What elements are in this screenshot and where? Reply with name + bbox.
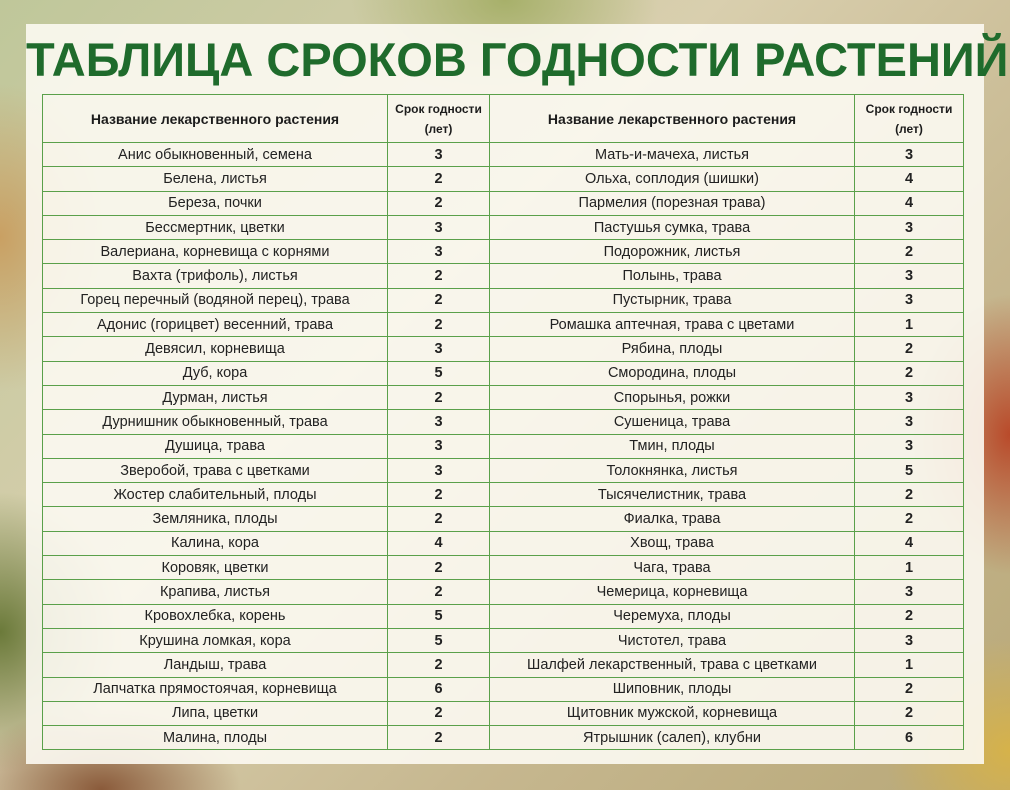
- left-plant-name: Девясил, корневища: [43, 337, 388, 361]
- left-plant-name: Белена, листья: [43, 167, 388, 191]
- right-shelf-life: 3: [855, 215, 964, 239]
- left-plant-name: Анис обыкновенный, семена: [43, 143, 388, 167]
- left-shelf-life: 5: [388, 604, 490, 628]
- left-shelf-life: 4: [388, 531, 490, 555]
- right-shelf-life: 1: [855, 653, 964, 677]
- left-plant-name: Адонис (горицвет) весенний, трава: [43, 313, 388, 337]
- table-header-row: [43, 95, 964, 143]
- right-shelf-life: 2: [855, 337, 964, 361]
- right-shelf-life: 5: [855, 458, 964, 482]
- right-plant-name: Ромашка аптечная, трава с цветами: [490, 313, 855, 337]
- right-shelf-life: 4: [855, 191, 964, 215]
- left-plant-name: Дурман, листья: [43, 385, 388, 409]
- table-row: [43, 434, 964, 458]
- table-row: [43, 361, 964, 385]
- table-row: [43, 580, 964, 604]
- left-shelf-life: 6: [388, 677, 490, 701]
- left-plant-name: Зверобой, трава с цветками: [43, 458, 388, 482]
- left-plant-name: Горец перечный (водяной перец), трава: [43, 288, 388, 312]
- left-plant-name: Земляника, плоды: [43, 507, 388, 531]
- table-row: [43, 264, 964, 288]
- header-term-line1: Срок годности: [395, 101, 482, 116]
- left-shelf-life: 5: [388, 361, 490, 385]
- left-plant-name: Ландыш, трава: [43, 653, 388, 677]
- right-plant-name: Спорынья, рожки: [490, 385, 855, 409]
- left-shelf-life: 3: [388, 458, 490, 482]
- right-plant-name: Чистотел, трава: [490, 628, 855, 652]
- right-plant-name: Пастушья сумка, трава: [490, 215, 855, 239]
- right-shelf-life: 3: [855, 143, 964, 167]
- shelf-life-table: [42, 94, 964, 750]
- header-term-right: [855, 95, 964, 143]
- table-row: [43, 385, 964, 409]
- right-plant-name: Пустырник, трава: [490, 288, 855, 312]
- left-plant-name: Вахта (трифоль), листья: [43, 264, 388, 288]
- left-shelf-life: 3: [388, 410, 490, 434]
- table-row: [43, 458, 964, 482]
- left-shelf-life: 2: [388, 313, 490, 337]
- left-shelf-life: 2: [388, 288, 490, 312]
- right-shelf-life: 2: [855, 701, 964, 725]
- right-plant-name: Щитовник мужской, корневища: [490, 701, 855, 725]
- right-shelf-life: 3: [855, 288, 964, 312]
- left-plant-name: Коровяк, цветки: [43, 556, 388, 580]
- left-plant-name: Крапива, листья: [43, 580, 388, 604]
- table-row: [43, 628, 964, 652]
- left-shelf-life: 3: [388, 143, 490, 167]
- table-row: [43, 410, 964, 434]
- right-plant-name: Толокнянка, листья: [490, 458, 855, 482]
- right-shelf-life: 3: [855, 628, 964, 652]
- right-plant-name: Шалфей лекарственный, трава с цветками: [490, 653, 855, 677]
- table-row: [43, 337, 964, 361]
- left-plant-name: Малина, плоды: [43, 726, 388, 750]
- right-shelf-life: 2: [855, 240, 964, 264]
- left-plant-name: Береза, почки: [43, 191, 388, 215]
- right-shelf-life: 2: [855, 677, 964, 701]
- right-shelf-life: 3: [855, 434, 964, 458]
- right-plant-name: Хвощ, трава: [490, 531, 855, 555]
- left-shelf-life: 3: [388, 337, 490, 361]
- right-plant-name: Шиповник, плоды: [490, 677, 855, 701]
- table-row: [43, 167, 964, 191]
- right-shelf-life: 3: [855, 264, 964, 288]
- table-row: [43, 677, 964, 701]
- right-plant-name: Чемерица, корневища: [490, 580, 855, 604]
- table-row: [43, 556, 964, 580]
- left-plant-name: Крушина ломкая, кора: [43, 628, 388, 652]
- table-row: [43, 288, 964, 312]
- right-shelf-life: 3: [855, 410, 964, 434]
- right-shelf-life: 6: [855, 726, 964, 750]
- table-row: [43, 701, 964, 725]
- right-plant-name: Черемуха, плоды: [490, 604, 855, 628]
- left-shelf-life: 3: [388, 215, 490, 239]
- table-body: [43, 143, 964, 750]
- right-shelf-life: 4: [855, 531, 964, 555]
- left-shelf-life: 2: [388, 653, 490, 677]
- right-shelf-life: 4: [855, 167, 964, 191]
- table-row: [43, 483, 964, 507]
- right-shelf-life: 3: [855, 580, 964, 604]
- right-shelf-life: 1: [855, 556, 964, 580]
- header-term-line2: (лет): [895, 121, 923, 136]
- table-row: [43, 191, 964, 215]
- right-plant-name: Мать-и-мачеха, листья: [490, 143, 855, 167]
- right-plant-name: Тысячелистник, трава: [490, 483, 855, 507]
- right-plant-name: Полынь, трава: [490, 264, 855, 288]
- left-shelf-life: 2: [388, 385, 490, 409]
- right-plant-name: Тмин, плоды: [490, 434, 855, 458]
- left-plant-name: Душица, трава: [43, 434, 388, 458]
- table-row: [43, 604, 964, 628]
- left-shelf-life: 2: [388, 264, 490, 288]
- right-shelf-life: 2: [855, 507, 964, 531]
- header-plant-name-left: Название лекарственного растения: [43, 95, 388, 143]
- header-term-left: [388, 95, 490, 143]
- left-plant-name: Липа, цветки: [43, 701, 388, 725]
- table-row: [43, 215, 964, 239]
- right-shelf-life: 2: [855, 604, 964, 628]
- left-shelf-life: 2: [388, 556, 490, 580]
- left-plant-name: Дурнишник обыкновенный, трава: [43, 410, 388, 434]
- table-row: [43, 313, 964, 337]
- left-plant-name: Кровохлебка, корень: [43, 604, 388, 628]
- left-plant-name: Бессмертник, цветки: [43, 215, 388, 239]
- header-term-line1: Срок годности: [865, 101, 953, 116]
- table-row: [43, 143, 964, 167]
- left-shelf-life: 3: [388, 240, 490, 264]
- right-plant-name: Чага, трава: [490, 556, 855, 580]
- left-plant-name: Дуб, кора: [43, 361, 388, 385]
- right-plant-name: Ятрышник (салеп), клубни: [490, 726, 855, 750]
- table-row: [43, 726, 964, 750]
- left-shelf-life: 2: [388, 167, 490, 191]
- left-plant-name: Лапчатка прямостоячая, корневища: [43, 677, 388, 701]
- right-shelf-life: 2: [855, 483, 964, 507]
- right-plant-name: Фиалка, трава: [490, 507, 855, 531]
- left-plant-name: Валериана, корневища с корнями: [43, 240, 388, 264]
- right-shelf-life: 2: [855, 361, 964, 385]
- left-shelf-life: 2: [388, 580, 490, 604]
- header-term-line2: (лет): [424, 121, 453, 136]
- right-plant-name: Ольха, соплодия (шишки): [490, 167, 855, 191]
- left-shelf-life: 5: [388, 628, 490, 652]
- right-plant-name: Сушеница, трава: [490, 410, 855, 434]
- left-shelf-life: 2: [388, 507, 490, 531]
- page-title: ТАБЛИЦА СРОКОВ ГОДНОСТИ РАСТЕНИЙ: [26, 33, 1009, 86]
- table-row: [43, 507, 964, 531]
- left-plant-name: Калина, кора: [43, 531, 388, 555]
- header-plant-name-right: Название лекарственного растения: [490, 95, 855, 143]
- right-plant-name: Рябина, плоды: [490, 337, 855, 361]
- right-plant-name: Смородина, плоды: [490, 361, 855, 385]
- left-shelf-life: 2: [388, 483, 490, 507]
- right-shelf-life: 3: [855, 385, 964, 409]
- left-shelf-life: 2: [388, 726, 490, 750]
- table-row: [43, 531, 964, 555]
- left-shelf-life: 3: [388, 434, 490, 458]
- left-plant-name: Жостер слабительный, плоды: [43, 483, 388, 507]
- table-row: [43, 653, 964, 677]
- left-shelf-life: 2: [388, 701, 490, 725]
- table-row: [43, 240, 964, 264]
- left-shelf-life: 2: [388, 191, 490, 215]
- right-shelf-life: 1: [855, 313, 964, 337]
- right-plant-name: Подорожник, листья: [490, 240, 855, 264]
- right-plant-name: Пармелия (порезная трава): [490, 191, 855, 215]
